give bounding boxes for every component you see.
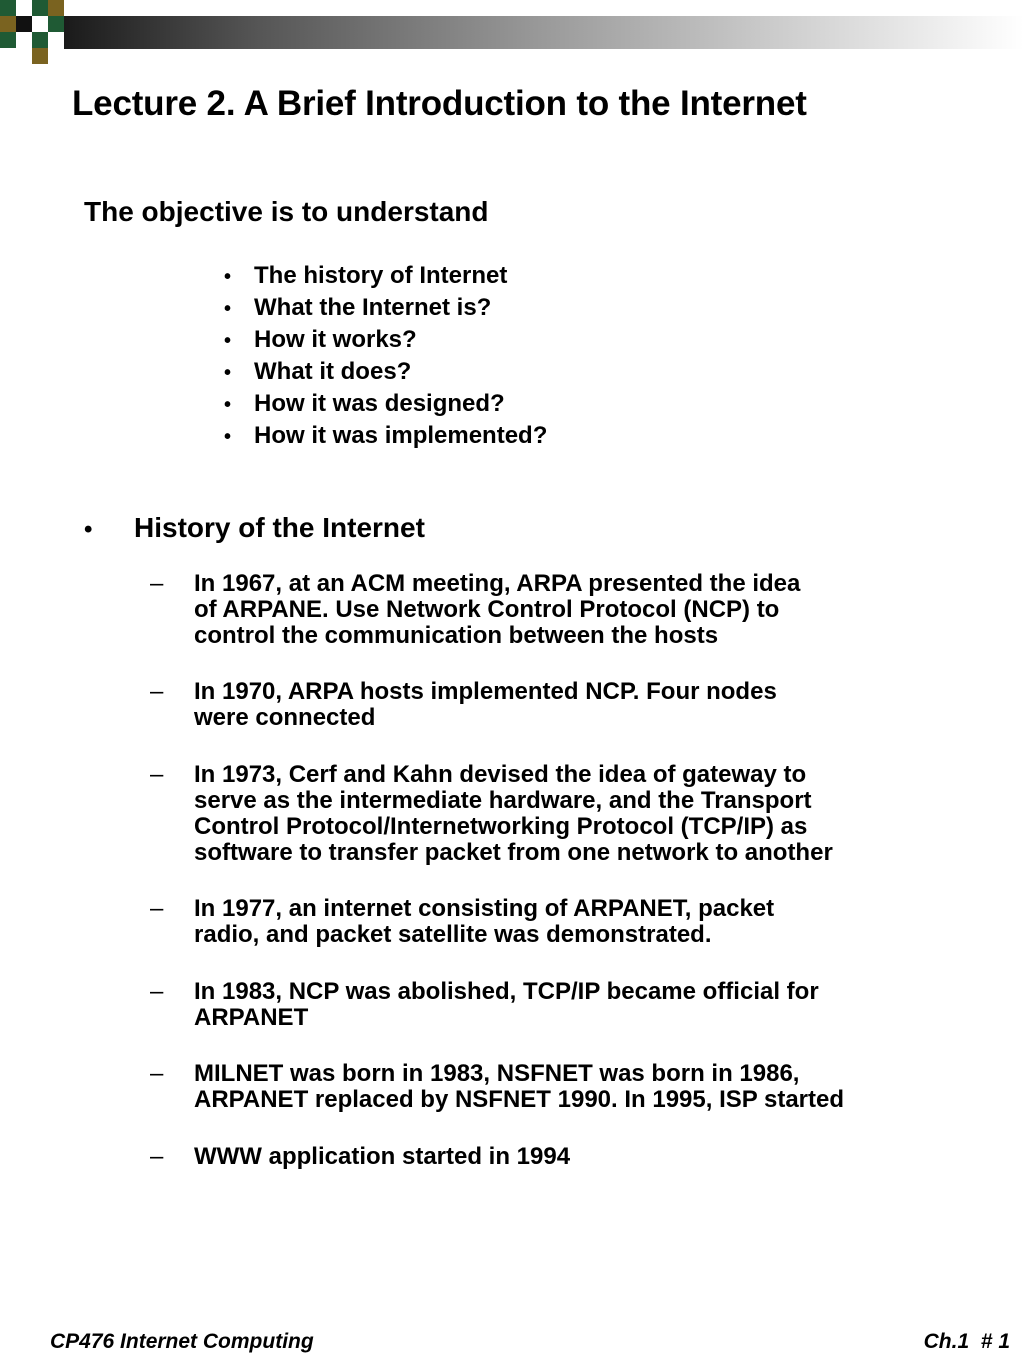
header-square [48,32,64,48]
header-square [32,0,48,16]
dash-icon: – [150,1143,164,1170]
dash-icon: – [150,570,164,597]
bullet-icon: • [224,298,232,320]
history-item-text: MILNET was born in 1983, NSFNET was born in 1986, ARPANET replaced by NSFNET 1990. In 1995, ISP started [194,1060,845,1113]
dash-icon: – [150,895,164,922]
header-square [16,32,32,48]
bullet-icon: • [224,266,232,288]
history-item-text: In 1970, ARPA hosts implemented NCP. Four nodes were connected [194,678,777,731]
header-square [16,16,32,32]
history-item-text: In 1983, NCP was abolished, TCP/IP became official for ARPANET [194,978,819,1031]
header-gradient-strip [64,16,1024,49]
history-item-text: In 1967, at an ACM meeting, ARPA presented the idea of ARPANE. Use Network Control Protocol (NCP) to control the communication between the hosts [194,570,801,649]
header-square [0,16,16,32]
list-item: • How it works? [224,326,417,353]
header-square [32,16,48,32]
history-heading: • History of the Internet [84,512,425,543]
bullet-icon: • [224,426,232,448]
header-square [48,0,64,16]
header-square [48,16,64,32]
list-item: • How it was implemented? [224,422,548,449]
list-item: • The history of Internet [224,262,508,289]
header-square [32,32,48,48]
header-square [32,48,48,64]
footer-page-number: Ch.1 # 1 [923,1330,1010,1353]
objective-heading: The objective is to understand [84,196,489,227]
list-item: • What it does? [224,358,412,385]
dash-icon: – [150,1060,164,1087]
bullet-icon: • [224,394,232,416]
bullet-icon: • [224,330,232,352]
history-item-text: In 1973, Cerf and Kahn devised the idea of gateway to serve as the intermediate hardware, and the Transport Control Protocol/Internetworking Protocol (TCP/IP) as software to transfer packet from one network to another [194,761,833,866]
header-square [16,0,32,16]
bullet-icon: • [224,362,232,384]
list-item: • How it was designed? [224,390,505,417]
history-item-text: WWW application started in 1994 [194,1143,571,1170]
header-square [0,32,16,48]
header-decoration [0,0,1024,66]
dash-icon: – [150,978,164,1005]
bullet-icon: • [84,516,93,543]
list-item: • What the Internet is? [224,294,492,321]
dash-icon: – [150,761,164,788]
page-title: Lecture 2. A Brief Introduction to the Internet [72,84,807,123]
footer-course: CP476 Internet Computing [50,1330,314,1353]
header-square [0,0,16,16]
history-item-text: In 1977, an internet consisting of ARPANET, packet radio, and packet satellite was demonstrated. [194,895,775,948]
dash-icon: – [150,678,164,705]
objective-list [224,262,547,454]
